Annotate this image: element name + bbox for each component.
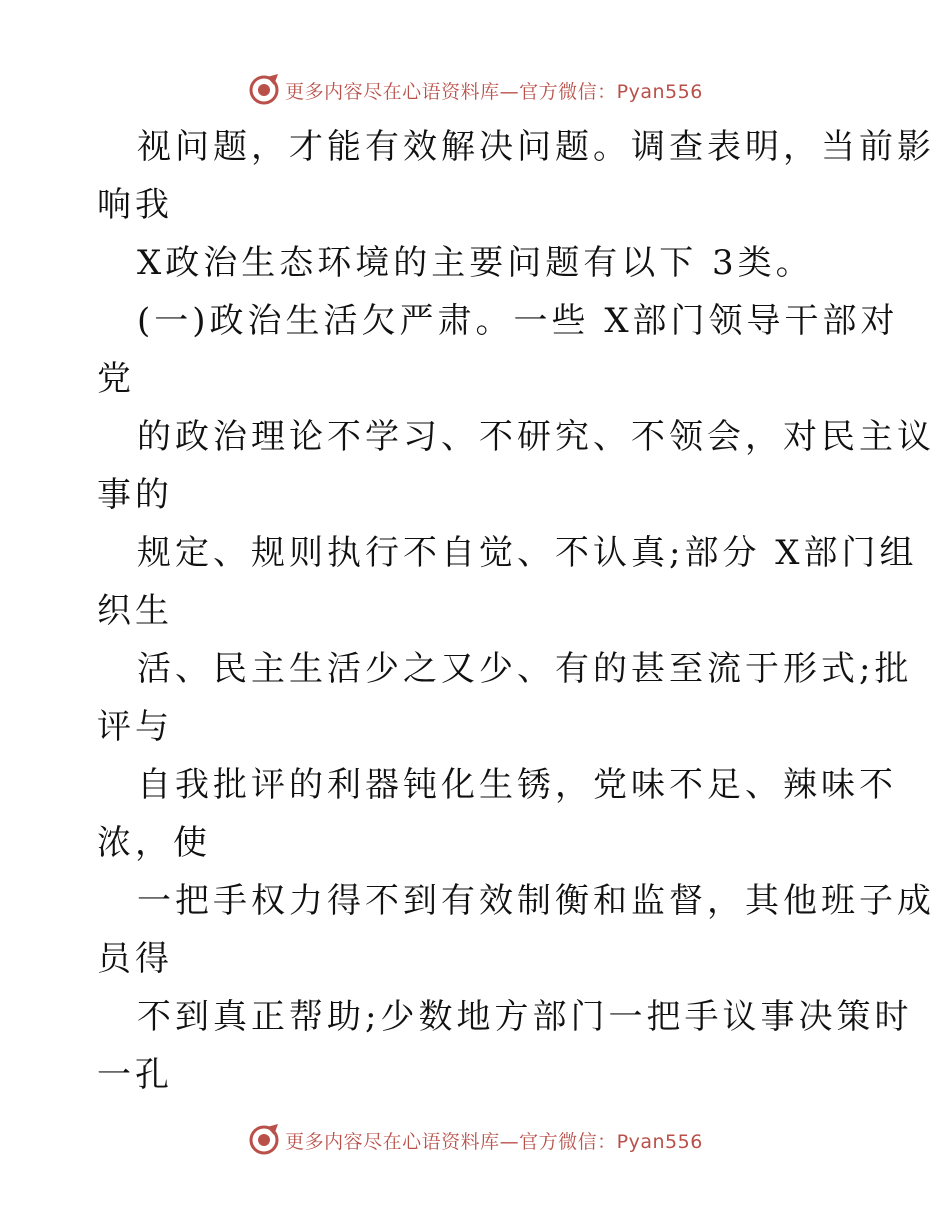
text-line: (一)政治生活欠严肃。一些 X部门领导干部对 [137,301,899,341]
document-body [97,118,935,1104]
text-line: 的政治理论不学习、不研究、不领会，对民主议 [137,417,935,457]
text-line: 一把手权力得不到有效制衡和监督，其他班子成 [137,881,935,921]
text-line: 党 [97,359,135,399]
text-line: 视问题，才能有效解决问题。调查表明，当前影 [137,127,935,167]
text-line: 浓，使 [97,823,211,863]
text-line: 织生 [97,591,173,631]
text-line: 响我 [97,185,173,225]
text-line: X政治生态环境的主要问题有以下 3类。 [137,243,814,283]
text-line: 事的 [97,475,173,515]
text-line: 活、民主生活少之又少、有的甚至流于形式;批 [137,649,913,689]
text-line: 一孔 [97,1055,173,1095]
header-banner [0,70,950,110]
text-line: 员得 [97,939,173,979]
text-line: 评与 [97,707,173,747]
banner-text: 更多内容尽在心语资料库—官方微信：Pyan556 [285,1130,703,1153]
text-line: 不到真正帮助;少数地方部门一把手议事决策时 [137,997,913,1037]
footer-banner [0,1120,950,1160]
text-line: 自我批评的利器钝化生锈，党味不足、辣味不 [137,765,897,805]
pen-logo-icon [247,1123,281,1157]
text-line: 规定、规则执行不自觉、不认真;部分 X部门组 [137,533,918,573]
banner-text: 更多内容尽在心语资料库—官方微信：Pyan556 [285,80,703,103]
pen-logo-icon [247,73,281,107]
